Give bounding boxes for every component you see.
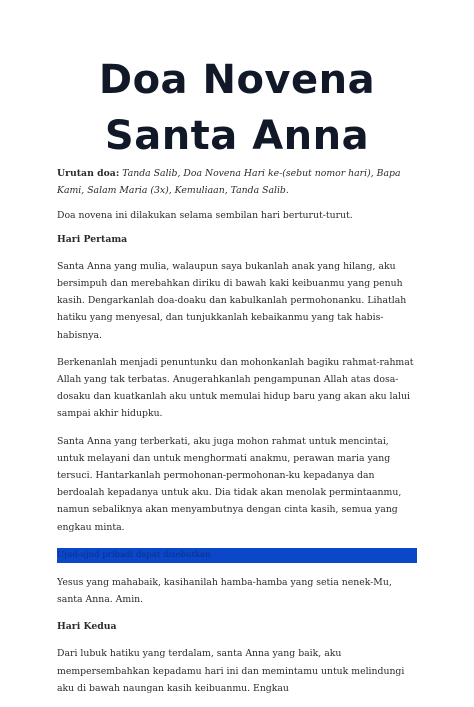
document-body <box>57 165 417 707</box>
highlight-row <box>57 546 417 568</box>
title-line-2: Santa Anna <box>104 113 370 159</box>
day-1-closing: Yesus yang mahabaik, kasihanilah hamba-hamba yang setia nenek-Mu, santa Anna. Amin. <box>57 576 392 606</box>
highlighted-text: Ujud-ujud pribadi dapat disebutkan <box>57 548 417 563</box>
title-line-1: Doa Novena <box>98 57 376 103</box>
intro-paragraph: Doa novena ini dilakukan selama sembilan hari berturut-turut. <box>57 210 353 222</box>
page-title <box>0 52 474 164</box>
day-2-heading: Hari Kedua <box>57 621 117 633</box>
prayer-order-label: Urutan doa <box>57 168 116 179</box>
prayer-order-items: Tanda Salib, Doa Novena Hari ke-(sebut nomor hari), Bapa Kami, Salam Maria (3x), Kemuliaan, Tanda Salib. <box>57 168 401 197</box>
day-1-paragraph-2: Berkenanlah menjadi penuntunku dan mohonkanlah bagiku rahmat-rahmat Allah yang tak terbatas. Anugerahkanlah pengampunan Allah atas dosa-dosaku dan kuatkanlah aku untuk memulai hidup baru yang akan aku lalui sampai akhir hidupku. <box>57 356 414 420</box>
prayer-order: Urutan doa: Tanda Salib, Doa Novena Hari ke-(sebut nomor hari), Bapa Kami, Salam Maria (3x), Kemuliaan, Tanda Salib. <box>57 168 401 197</box>
day-1-paragraph-3: Santa Anna yang terberkati, aku juga mohon rahmat untuk mencintai, untuk melayani dan untuk menghormati anakmu, perawan maria yang tersuci. Hantarkanlah permohonan-permohonan-ku kepadanya dan berdoalah kepadanya untuk aku. Dia tidak akan menolak permintaanmu, namun sebaliknya akan menyambutnya dengan cinta kasih, semua yang engkau minta. <box>57 435 402 533</box>
day-1-heading: Hari Pertama <box>57 233 128 245</box>
day-1-paragraph-1: Santa Anna yang mulia, walaupun saya bukanlah anak yang hilang, aku bersimpuh dan merebahkan diriku di bawah kaki keibuanmu yang penuh kasih. Dengarkanlah doa-doaku dan kabulkanlah permohonanku. Lihatlah hatiku yang menyesal, dan tunjukkanlah kebaikanmu yang tak habis-habisnya. <box>57 260 407 341</box>
day-2-paragraph-1: Dari lubuk hatiku yang terdalam, santa Anna yang baik, aku mempersembahkan kepadamu hari ini dan memintamu untuk melindungi aku di bawah naungan kasih keibuanmu. Engkau <box>57 648 405 694</box>
